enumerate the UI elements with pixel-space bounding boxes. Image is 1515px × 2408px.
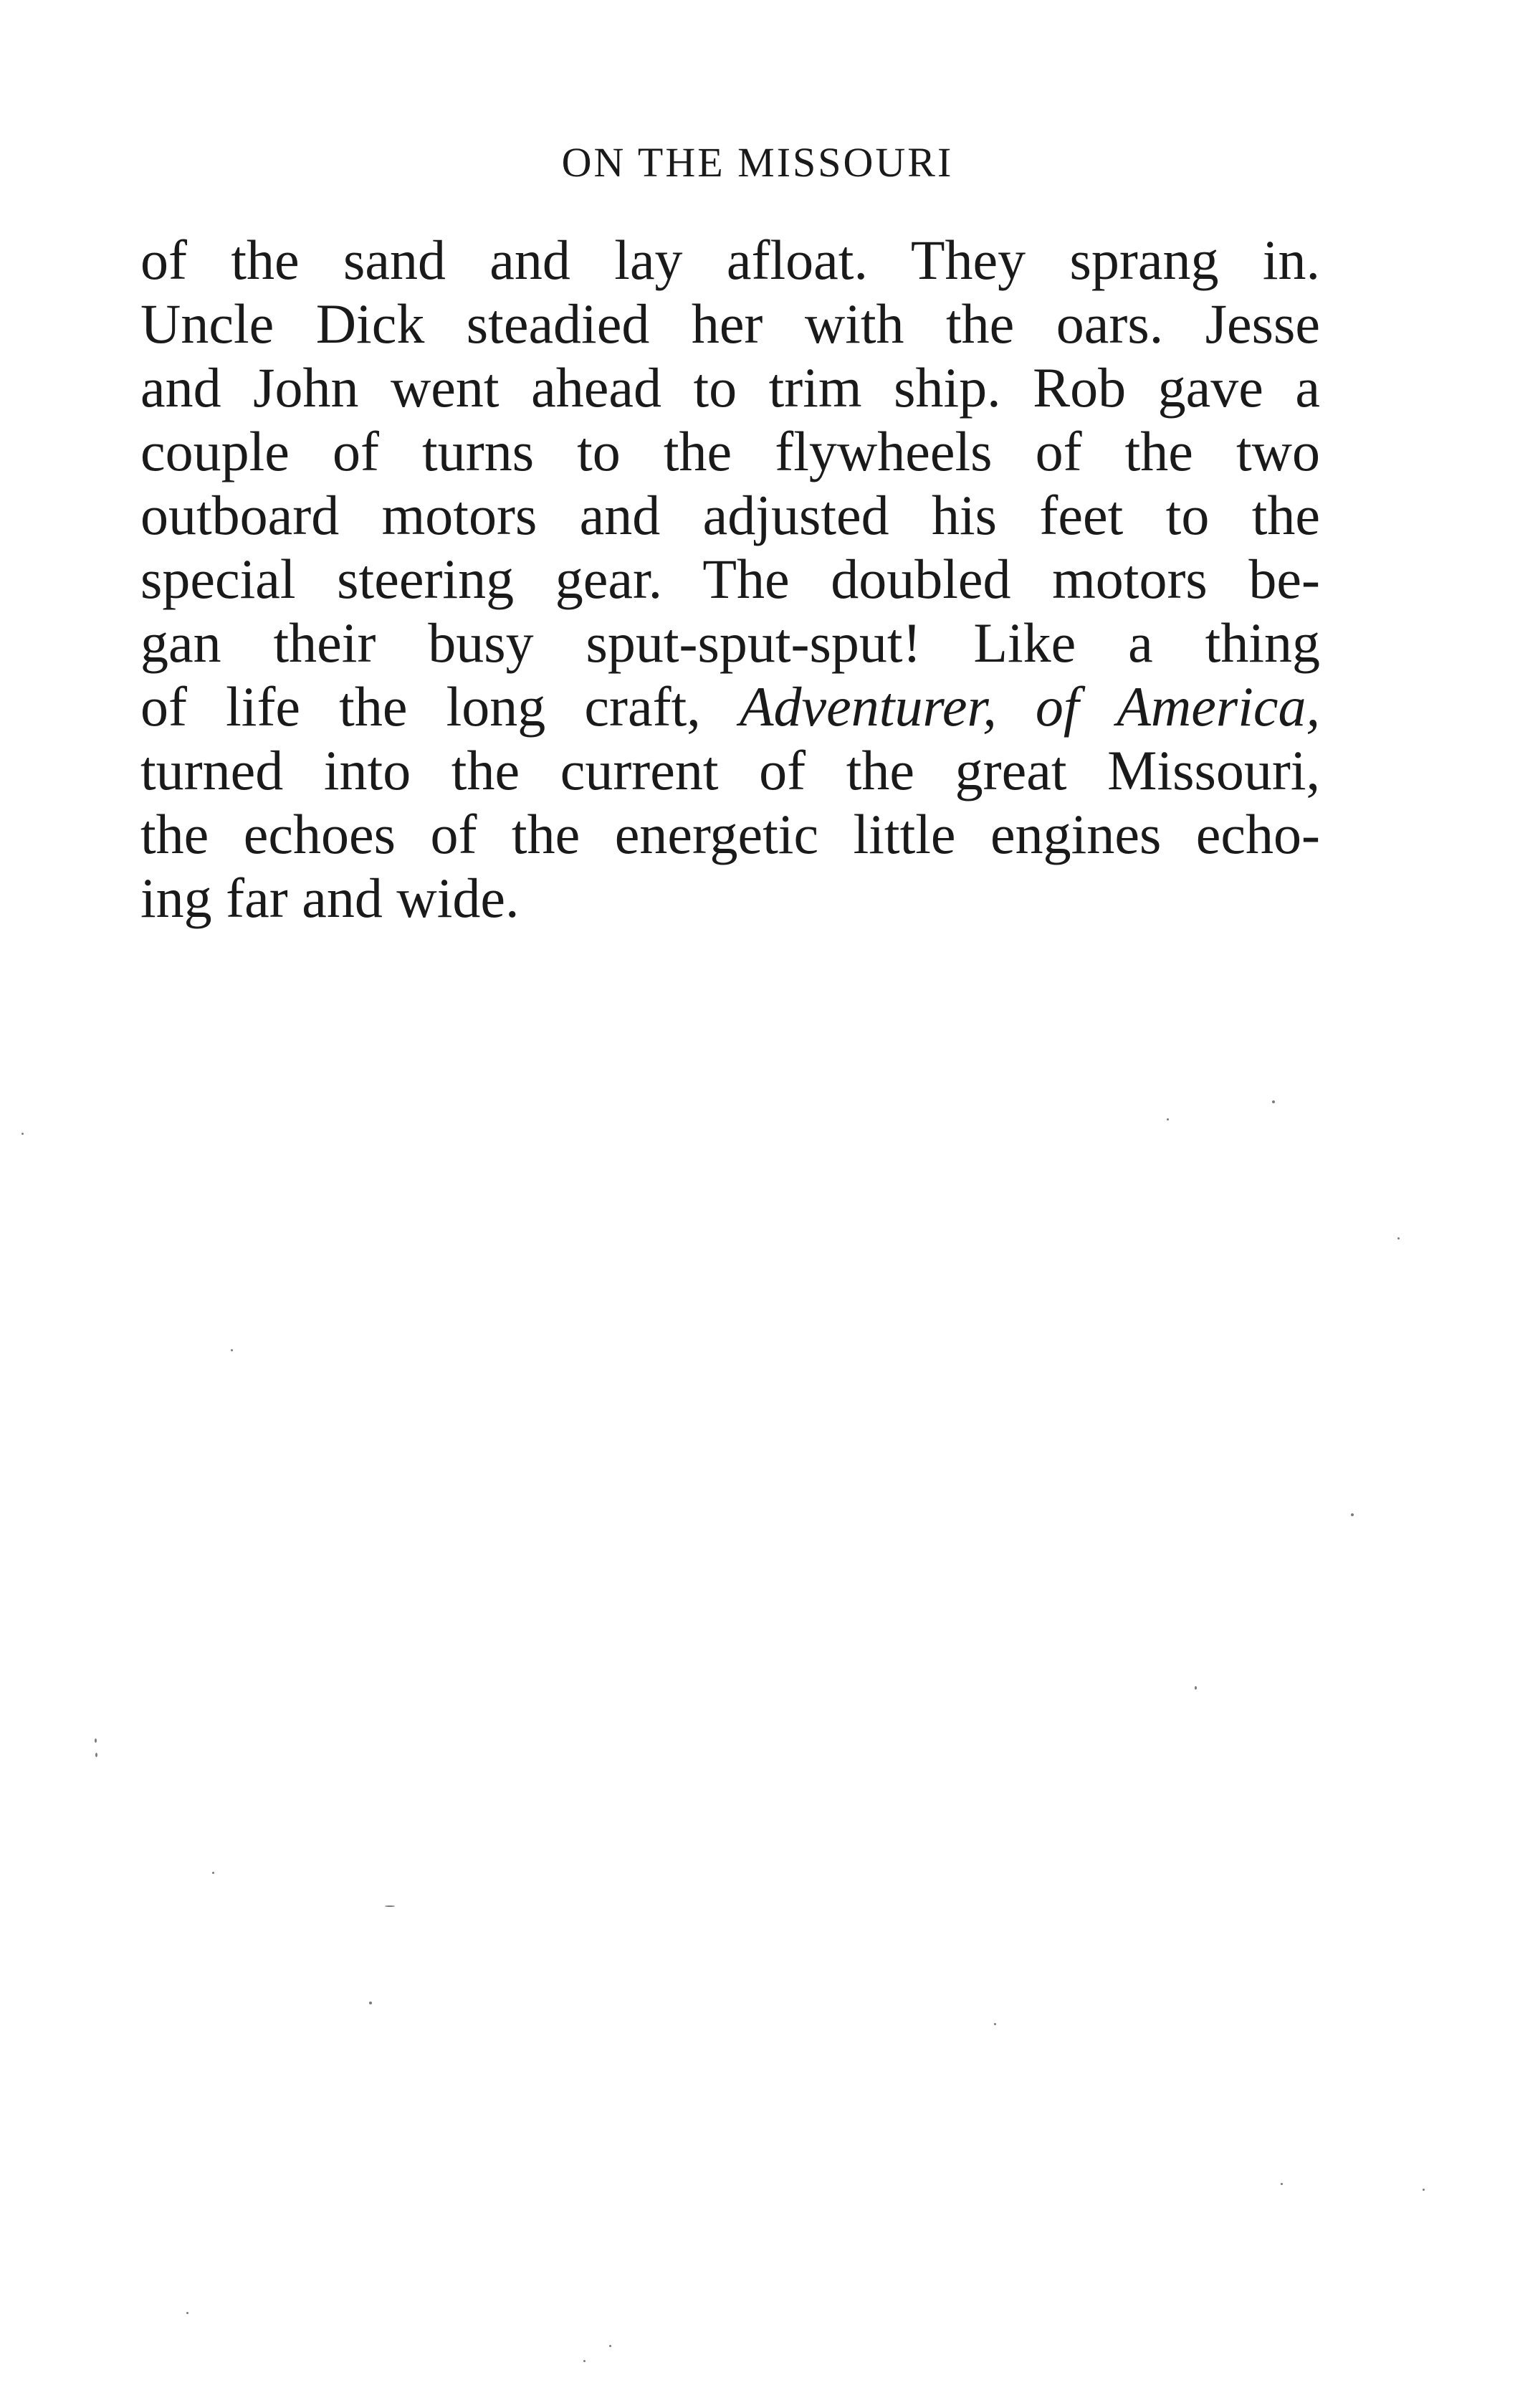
text-line: turned into the current of the great Missouri, xyxy=(140,739,1320,801)
scan-speck xyxy=(609,2345,611,2347)
scan-speck xyxy=(231,1349,233,1351)
text-line: the echoes of the energetic little engines echo- xyxy=(140,803,1320,865)
scan-speck xyxy=(1281,2183,1283,2185)
text-line-start: of life the long craft, xyxy=(140,675,740,738)
text-line: Uncle Dick steadied her with the oars. Jesse xyxy=(140,292,1320,355)
text-line: gan their busy sput-sput-sput! Like a thing xyxy=(140,611,1320,674)
scan-speck xyxy=(1167,1118,1169,1120)
scan-speck xyxy=(1351,1513,1354,1516)
scan-speck xyxy=(385,1905,395,1907)
scan-speck xyxy=(212,1872,214,1874)
text-line: ing far and wide. xyxy=(140,867,520,929)
scan-speck xyxy=(994,2023,996,2025)
scan-speck xyxy=(1423,2189,1425,2191)
body-paragraph xyxy=(140,228,1320,930)
scan-speck xyxy=(21,1133,24,1135)
scan-speck xyxy=(583,2360,586,2362)
text-line: of the sand and lay afloat. They sprang in. xyxy=(140,229,1320,291)
scan-speck xyxy=(1397,1237,1400,1239)
text-line xyxy=(140,675,1320,738)
scan-speck xyxy=(1272,1100,1275,1103)
scan-speck xyxy=(1195,1686,1197,1690)
text-line: and John went ahead to trim ship. Rob gave a xyxy=(140,356,1320,419)
scan-speck xyxy=(369,2002,372,2004)
scan-speck xyxy=(95,1738,97,1743)
text-line: outboard motors and adjusted his feet to the xyxy=(140,484,1320,546)
text-line: couple of turns to the flywheels of the two xyxy=(140,420,1320,482)
text-line: special steering gear. The doubled motors be- xyxy=(140,548,1320,610)
scan-speck xyxy=(95,1753,97,1757)
running-head: ON THE MISSOURI xyxy=(561,139,954,186)
boat-name-italic: Adventurer, of America, xyxy=(739,675,1320,738)
scan-speck xyxy=(186,2312,188,2314)
